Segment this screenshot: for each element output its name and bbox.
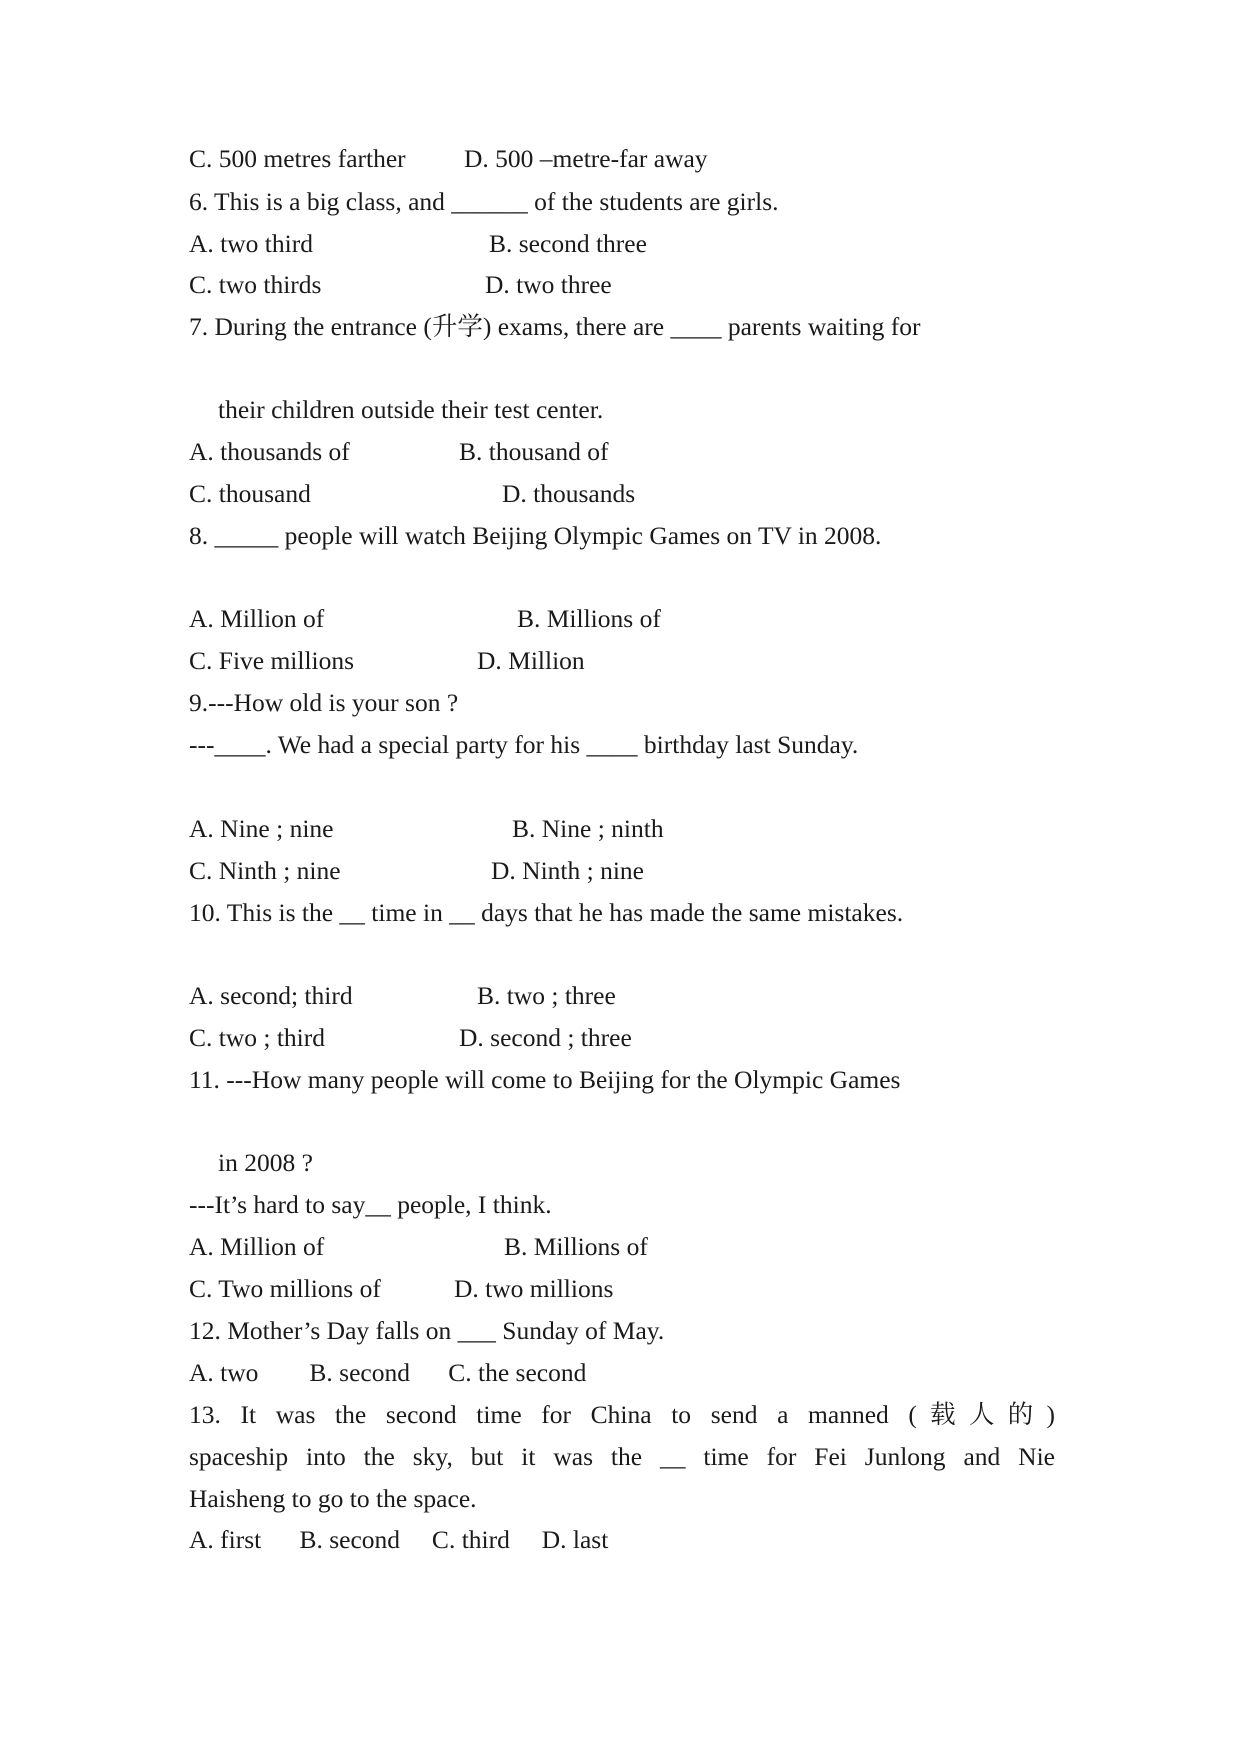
q10-option-c: C. two ; third — [189, 1023, 326, 1052]
question-7: 7. During the entrance (升学) exams, there are ____ parents waiting for — [189, 312, 921, 341]
question-9-answer-line: ---____. We had a special party for his ____ birthday last Sunday. — [189, 730, 859, 759]
q8-option-b: B. Millions of — [517, 604, 661, 633]
question-11-continued: in 2008 ? — [218, 1148, 313, 1177]
q6-option-d: D. two three — [485, 270, 612, 299]
q6-option-a: A. two third — [189, 229, 313, 258]
q11-option-c: C. Two millions of — [189, 1274, 381, 1303]
q11-option-a: A. Million of — [189, 1232, 325, 1261]
q11-option-b: B. Millions of — [504, 1232, 648, 1261]
question-6: 6. This is a big class, and ______ of the students are girls. — [189, 187, 779, 216]
question-7-continued: their children outside their test center. — [218, 395, 604, 424]
question-12: 12. Mother’s Day falls on ___ Sunday of May. — [189, 1316, 665, 1345]
q7-option-a: A. thousands of — [189, 437, 350, 466]
q8-option-c: C. Five millions — [189, 646, 355, 675]
question-13-line-2: spaceship into the sky, but it was the __ time for Fei Junlong and Nie — [189, 1442, 1055, 1471]
q7-option-c: C. thousand — [189, 479, 311, 508]
question-11-answer-line: ---It’s hard to say__ people, I think. — [189, 1190, 552, 1219]
q7-option-b: B. thousand of — [459, 437, 609, 466]
q7-option-d: D. thousands — [502, 479, 636, 508]
question-13-line-3: Haisheng to go to the space. — [189, 1484, 477, 1513]
question-11: 11. ---How many people will come to Beijing for the Olympic Games — [189, 1065, 901, 1094]
question-10: 10. This is the __ time in __ days that he has made the same mistakes. — [189, 898, 904, 927]
q10-option-b: B. two ; three — [477, 981, 616, 1010]
q12-options: A. two B. second C. the second — [189, 1358, 587, 1387]
question-9: 9.---How old is your son ? — [189, 688, 459, 717]
question-8: 8. _____ people will watch Beijing Olympic Games on TV in 2008. — [189, 521, 882, 550]
q9-option-c: C. Ninth ; nine — [189, 856, 341, 885]
q11-option-d: D. two millions — [454, 1274, 614, 1303]
q13-options: A. first B. second C. third D. last — [189, 1525, 609, 1554]
q5-option-c: C. 500 metres farther — [189, 144, 406, 173]
q6-option-c: C. two thirds — [189, 270, 322, 299]
q8-option-d: D. Million — [477, 646, 585, 675]
question-13-line-1: 13. It was the second time for China to send a manned (载人的) — [189, 1400, 1055, 1429]
q9-option-a: A. Nine ; nine — [189, 814, 334, 843]
q9-option-d: D. Ninth ; nine — [491, 856, 644, 885]
q6-option-b: B. second three — [489, 229, 647, 258]
q5-option-d: D. 500 –metre-far away — [464, 144, 708, 173]
q10-option-a: A. second; third — [189, 981, 353, 1010]
q9-option-b: B. Nine ; ninth — [512, 814, 664, 843]
q8-option-a: A. Million of — [189, 604, 325, 633]
q10-option-d: D. second ; three — [459, 1023, 632, 1052]
